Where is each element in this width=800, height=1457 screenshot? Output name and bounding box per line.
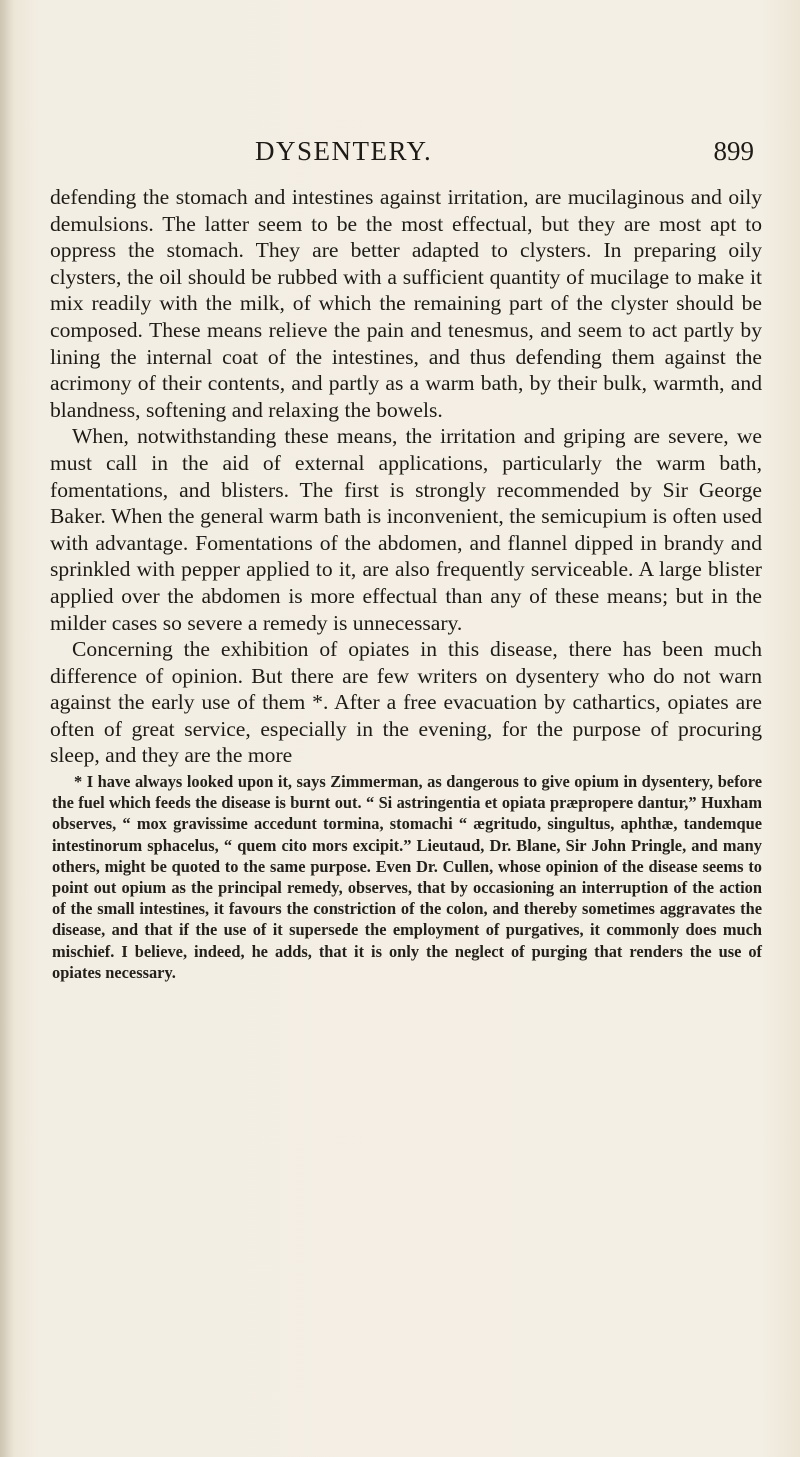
page-number: 899 (713, 136, 754, 166)
paragraph: defending the stomach and intestines against irritation, are mucilaginous and oily demulsions. The latter seem to be the most effectual, but they are most apt to oppress the stomach. They are better adapted to clysters. In preparing oily clysters, the oil should be rubbed with a sufficient quantity of mucilage to make it mix readily with the milk, of which the remaining part of the clyster should be composed. These means relieve the pain and tenesmus, and seem to act partly by lining the internal coat of the intestines, and thus defending them against the acrimony of their contents, and partly as a warm bath, by their bulk, warmth, and blandness, softening and relaxing the bowels. (50, 185, 762, 422)
running-head: DYSENTERY. (255, 136, 433, 166)
paragraph: When, notwithstanding these means, the irritation and griping are severe, we must call in the aid of external applications, particularly the warm bath, fomentations, and blisters. The first is strongly recommended by Sir George Baker. When the general warm bath is inconvenient, the semicupium is often used with advantage. Fomentations of the abdomen, and flannel dipped in brandy and sprinkled with pepper applied to it, are also frequently serviceable. A large blister applied over the abdomen is more effectual than any of these means; but in the milder cases so severe a remedy is unnecessary. (50, 424, 762, 635)
paragraph: Concerning the exhibition of opiates in this disease, there has been much difference of opinion. But there are few writers on dysentery who do not warn against the early use of them *. After a free evacuation by cathartics, opiates are often of great service, especially in the evening, for the purpose of procuring sleep, and they are the more (50, 637, 762, 768)
binding-shadow (0, 0, 14, 1457)
page-header (50, 136, 762, 176)
footnote-text: * I have always looked upon it, says Zimmerman, as dangerous to give opium in dysentery, before the fuel which feeds the disease is burnt out. “ Si astringentia et opiata præpropere dantur,” Huxham observes, “ mox gravissime accedunt tormina, stomachi “ ægritudo, singultus, aphthæ, tandemque intestinorum sphacelus, “ quem cito mors excipit.” Lieutaud, Dr. Blane, Sir John Pringle, and many others, might be quoted to the same purpose. Even Dr. Cullen, whose opinion of the disease seems to point out opium as the principal remedy, observes, that by occasioning an interruption of the action of the small intestines, it favours the constriction of the colon, and thereby sometimes aggravates the disease, and that if the use of it supersede the employment of purgatives, it commonly does much mischief. I believe, indeed, he adds, that it is only the neglect of purging that renders the use of opiates necessary. (52, 772, 762, 982)
footnote (52, 771, 762, 983)
main-text (50, 184, 762, 769)
